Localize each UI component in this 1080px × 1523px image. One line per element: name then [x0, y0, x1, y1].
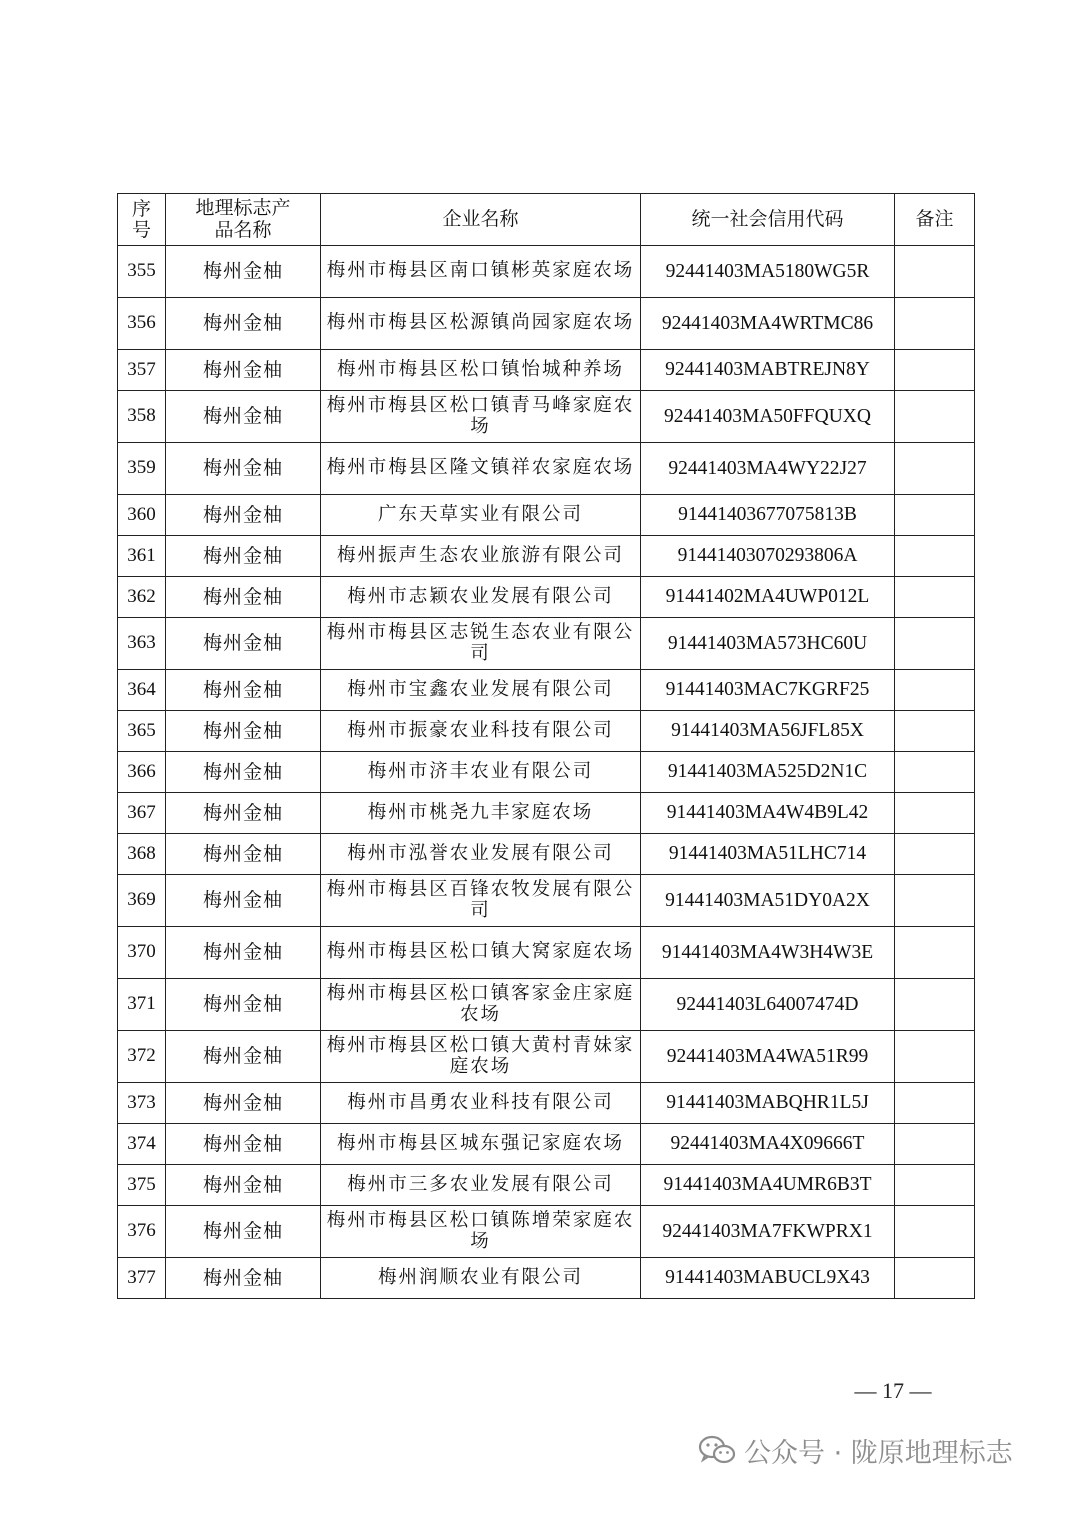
cell-company-name: 梅州市泓誉农业发展有限公司	[321, 834, 641, 875]
cell-product-name: 梅州金柚	[166, 1124, 321, 1165]
cell-product-name: 梅州金柚	[166, 834, 321, 875]
cell-credit-code: 91441403677075813B	[641, 495, 895, 536]
table-row	[118, 927, 975, 979]
cell-serial-no: 357	[118, 350, 166, 391]
table-row	[118, 350, 975, 391]
cell-credit-code: 91441403MA51DY0A2X	[641, 875, 895, 927]
cell-remark	[895, 834, 975, 875]
table-row	[118, 1124, 975, 1165]
cell-remark	[895, 536, 975, 577]
header-company-name: 企业名称	[321, 194, 641, 246]
cell-product-name: 梅州金柚	[166, 246, 321, 298]
cell-credit-code: 91441403MA4UMR6B3T	[641, 1165, 895, 1206]
watermark	[698, 1430, 1013, 1470]
cell-product-name: 梅州金柚	[166, 443, 321, 495]
cell-credit-code: 91441403MA51LHC714	[641, 834, 895, 875]
cell-remark	[895, 246, 975, 298]
cell-company-name: 梅州市梅县区隆文镇祥农家庭农场	[321, 443, 641, 495]
table-row	[118, 875, 975, 927]
cell-remark	[895, 1083, 975, 1124]
cell-serial-no: 376	[118, 1206, 166, 1258]
header-product-name: 地理标志产品名称	[166, 194, 321, 246]
cell-serial-no: 365	[118, 711, 166, 752]
table-row	[118, 1165, 975, 1206]
cell-remark	[895, 927, 975, 979]
cell-credit-code: 92441403L64007474D	[641, 979, 895, 1031]
cell-company-name: 梅州市济丰农业有限公司	[321, 752, 641, 793]
cell-remark	[895, 1124, 975, 1165]
page-number: — 17 —	[854, 1378, 932, 1403]
cell-company-name: 梅州润顺农业有限公司	[321, 1258, 641, 1299]
cell-serial-no: 369	[118, 875, 166, 927]
table-row	[118, 979, 975, 1031]
cell-company-name: 梅州市梅县区城东强记家庭农场	[321, 1124, 641, 1165]
cell-serial-no: 360	[118, 495, 166, 536]
table-row	[118, 391, 975, 443]
cell-serial-no: 361	[118, 536, 166, 577]
cell-remark	[895, 443, 975, 495]
cell-company-name: 梅州市宝鑫农业发展有限公司	[321, 670, 641, 711]
cell-serial-no: 368	[118, 834, 166, 875]
cell-credit-code: 91441403070293806A	[641, 536, 895, 577]
cell-remark	[895, 670, 975, 711]
cell-company-name: 梅州市梅县区百锋农牧发展有限公司	[321, 875, 641, 927]
cell-company-name: 梅州市梅县区松源镇尚园家庭农场	[321, 298, 641, 350]
cell-credit-code: 92441403MA4X09666T	[641, 1124, 895, 1165]
cell-credit-code: 91441402MA4UWP012L	[641, 577, 895, 618]
cell-serial-no: 375	[118, 1165, 166, 1206]
cell-remark	[895, 875, 975, 927]
cell-credit-code: 92441403MA4WA51R99	[641, 1031, 895, 1083]
table-row	[118, 443, 975, 495]
cell-serial-no: 355	[118, 246, 166, 298]
cell-remark	[895, 618, 975, 670]
cell-company-name: 梅州市梅县区松口镇怡城种养场	[321, 350, 641, 391]
cell-serial-no: 362	[118, 577, 166, 618]
cell-credit-code: 91441403MA573HC60U	[641, 618, 895, 670]
cell-product-name: 梅州金柚	[166, 752, 321, 793]
cell-product-name: 梅州金柚	[166, 875, 321, 927]
cell-remark	[895, 711, 975, 752]
cell-remark	[895, 752, 975, 793]
cell-serial-no: 370	[118, 927, 166, 979]
cell-product-name: 梅州金柚	[166, 979, 321, 1031]
cell-remark	[895, 1165, 975, 1206]
cell-credit-code: 92441403MA5180WG5R	[641, 246, 895, 298]
cell-serial-no: 372	[118, 1031, 166, 1083]
cell-credit-code: 92441403MA4WRTMC86	[641, 298, 895, 350]
table-row	[118, 495, 975, 536]
cell-credit-code: 92441403MA4WY22J27	[641, 443, 895, 495]
cell-product-name: 梅州金柚	[166, 1083, 321, 1124]
table-row	[118, 793, 975, 834]
cell-company-name: 梅州市梅县区松口镇大黄村青妹家庭农场	[321, 1031, 641, 1083]
cell-company-name: 梅州市三多农业发展有限公司	[321, 1165, 641, 1206]
cell-product-name: 梅州金柚	[166, 350, 321, 391]
table-row	[118, 711, 975, 752]
table-row	[118, 1258, 975, 1299]
cell-serial-no: 359	[118, 443, 166, 495]
table-row	[118, 834, 975, 875]
cell-credit-code: 91441403MA525D2N1C	[641, 752, 895, 793]
cell-credit-code: 91441403MA56JFL85X	[641, 711, 895, 752]
table-row	[118, 1206, 975, 1258]
cell-company-name: 梅州市梅县区松口镇青马峰家庭农场	[321, 391, 641, 443]
cell-remark	[895, 793, 975, 834]
cell-company-name: 梅州市梅县区南口镇彬英家庭农场	[321, 246, 641, 298]
wechat-icon	[698, 1435, 736, 1465]
cell-serial-no: 374	[118, 1124, 166, 1165]
cell-product-name: 梅州金柚	[166, 577, 321, 618]
header-serial-no: 序号	[118, 194, 166, 246]
table-row	[118, 298, 975, 350]
cell-product-name: 梅州金柚	[166, 1031, 321, 1083]
cell-credit-code: 91441403MAC7KGRF25	[641, 670, 895, 711]
cell-remark	[895, 495, 975, 536]
cell-remark	[895, 391, 975, 443]
header-remark: 备注	[895, 194, 975, 246]
cell-company-name: 梅州市昌勇农业科技有限公司	[321, 1083, 641, 1124]
cell-product-name: 梅州金柚	[166, 298, 321, 350]
cell-product-name: 梅州金柚	[166, 711, 321, 752]
table-row	[118, 246, 975, 298]
cell-company-name: 梅州市梅县区松口镇陈增荣家庭农场	[321, 1206, 641, 1258]
table-row	[118, 618, 975, 670]
cell-serial-no: 367	[118, 793, 166, 834]
cell-company-name: 梅州市振豪农业科技有限公司	[321, 711, 641, 752]
cell-company-name: 梅州市志颖农业发展有限公司	[321, 577, 641, 618]
cell-serial-no: 373	[118, 1083, 166, 1124]
cell-serial-no: 364	[118, 670, 166, 711]
cell-product-name: 梅州金柚	[166, 670, 321, 711]
cell-company-name: 梅州市桃尧九丰家庭农场	[321, 793, 641, 834]
cell-product-name: 梅州金柚	[166, 1258, 321, 1299]
cell-product-name: 梅州金柚	[166, 618, 321, 670]
cell-product-name: 梅州金柚	[166, 793, 321, 834]
table-row	[118, 536, 975, 577]
cell-credit-code: 91441403MA4W4B9L42	[641, 793, 895, 834]
cell-credit-code: 92441403MA7FKWPRX1	[641, 1206, 895, 1258]
cell-serial-no: 358	[118, 391, 166, 443]
cell-product-name: 梅州金柚	[166, 927, 321, 979]
cell-serial-no: 363	[118, 618, 166, 670]
cell-remark	[895, 979, 975, 1031]
cell-company-name: 梅州市梅县区志锐生态农业有限公司	[321, 618, 641, 670]
table-header-row	[118, 194, 975, 246]
cell-credit-code: 92441403MABTREJN8Y	[641, 350, 895, 391]
cell-credit-code: 92441403MA50FFQUXQ	[641, 391, 895, 443]
cell-remark	[895, 1258, 975, 1299]
cell-company-name: 广东天草实业有限公司	[321, 495, 641, 536]
cell-product-name: 梅州金柚	[166, 391, 321, 443]
cell-credit-code: 91441403MABUCL9X43	[641, 1258, 895, 1299]
cell-remark	[895, 298, 975, 350]
cell-serial-no: 356	[118, 298, 166, 350]
cell-remark	[895, 1206, 975, 1258]
watermark-text: 公众号 · 陇原地理标志	[744, 1437, 1013, 1469]
cell-product-name: 梅州金柚	[166, 1165, 321, 1206]
cell-remark	[895, 1031, 975, 1083]
cell-product-name: 梅州金柚	[166, 1206, 321, 1258]
cell-credit-code: 91441403MABQHR1L5J	[641, 1083, 895, 1124]
table-row	[118, 1031, 975, 1083]
cell-company-name: 梅州振声生态农业旅游有限公司	[321, 536, 641, 577]
enterprise-table	[117, 193, 975, 1299]
cell-serial-no: 371	[118, 979, 166, 1031]
table-row	[118, 670, 975, 711]
cell-remark	[895, 577, 975, 618]
table-row	[118, 1083, 975, 1124]
cell-company-name: 梅州市梅县区松口镇大窝家庭农场	[321, 927, 641, 979]
cell-serial-no: 377	[118, 1258, 166, 1299]
cell-product-name: 梅州金柚	[166, 495, 321, 536]
table-row	[118, 577, 975, 618]
table-row	[118, 752, 975, 793]
cell-product-name: 梅州金柚	[166, 536, 321, 577]
header-credit-code: 统一社会信用代码	[641, 194, 895, 246]
cell-credit-code: 91441403MA4W3H4W3E	[641, 927, 895, 979]
cell-serial-no: 366	[118, 752, 166, 793]
cell-company-name: 梅州市梅县区松口镇客家金庄家庭农场	[321, 979, 641, 1031]
cell-remark	[895, 350, 975, 391]
